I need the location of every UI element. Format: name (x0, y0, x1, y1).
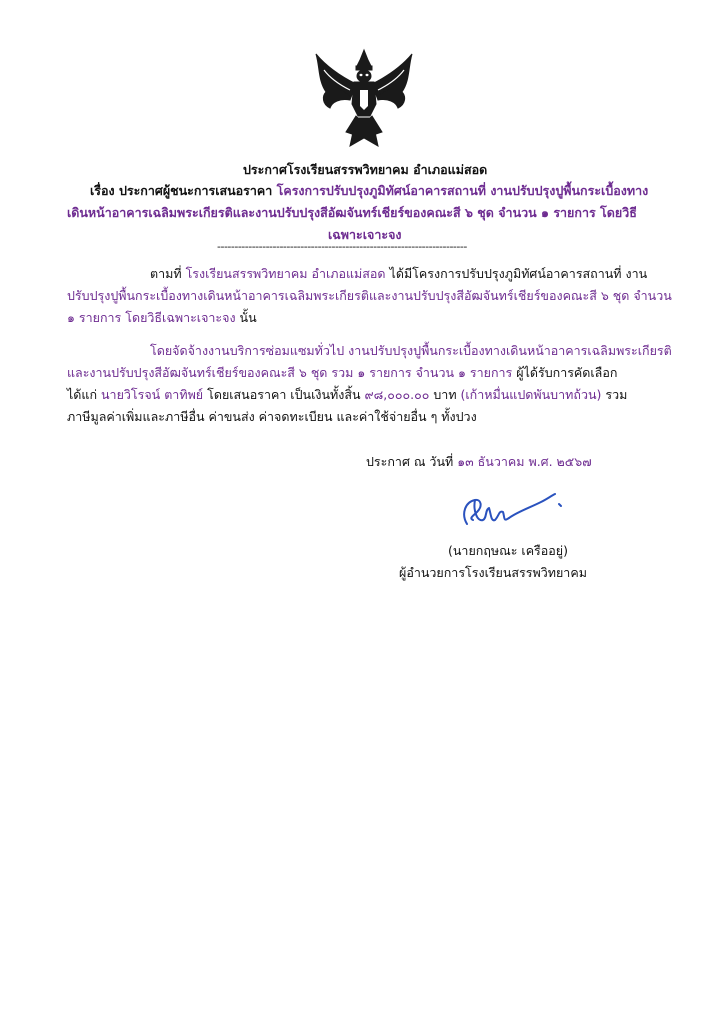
para1-end: นั้น (235, 310, 257, 325)
school-name: โรงเรียนสรรพวิทยาคม อำเภอแม่สอด (185, 266, 386, 281)
paragraph-2-line-4: ภาษีมูลค่าเพิ่มและภาษีอื่น ค่าขนส่ง ค่าจดทะเบียน และค่าใช้จ่ายอื่น ๆ ทั้งปวง (67, 409, 477, 424)
subject-line-1 (90, 181, 648, 201)
separator-line: ------------------------------------------------------------------------ (217, 240, 467, 253)
para2-selected: ผู้ได้รับการคัดเลือก (512, 365, 618, 380)
winner-name: นายวิโรจน์ ตาทิพย์ (101, 387, 204, 402)
subject-prefix: เรื่อง ประกาศผู้ชนะการเสนอราคา (90, 183, 277, 198)
para1-rest: ได้มีโครงการปรับปรุงภูมิทัศน์อาคารสถานที่ งาน (385, 266, 648, 281)
subject-line-2: เดินหน้าอาคารเฉลิมพระเกียรติและงานปรับปรุงสีอัฒจันทร์เชียร์ของคณะสี ๖ ชุด จำนวน ๑ รายการ โดยวิธี (67, 205, 637, 220)
para2-scope: และงานปรับปรุงสีอัฒจันทร์เชียร์ของคณะสี ๖ ชุด รวม ๑ รายการ จำนวน ๑ รายการ (67, 365, 513, 380)
announcement-date-line (366, 452, 592, 472)
para2-lead: ได้แก่ (67, 387, 102, 402)
signatory-position: ผู้อำนวยการโรงเรียนสรรพวิทยาคม (399, 565, 587, 580)
announcement-date: ๑๓ ธันวาคม พ.ศ. ๒๕๖๗ (457, 454, 592, 469)
para1-lead: ตามที่ (150, 266, 186, 281)
subject-project-name: โครงการปรับปรุงภูมิทัศน์อาคารสถานที่ งานปรับปรุงปูพื้นกระเบื้องทาง (276, 183, 649, 198)
subject-line-3: เฉพาะเจาะจง (328, 227, 402, 242)
para2-total: รวม (601, 387, 628, 402)
para1-method: ๑ รายการ โดยวิธีเฉพาะเจาะจง (67, 310, 236, 325)
signatory-name: (นายกฤษณะ เครืออยู่) (448, 543, 568, 558)
paragraph-2-line-2 (67, 363, 617, 383)
handwritten-signature (455, 484, 565, 540)
price-amount: ๙๘,๐๐๐.๐๐ (364, 387, 430, 402)
announcement-title: ประกาศโรงเรียนสรรพวิทยาคม อำเภอแม่สอด (243, 162, 488, 177)
paragraph-2-line-1: โดยจัดจ้างงานบริการซ่อมแซมทั่วไป งานปรับปรุงปูพื้นกระเบื้องทางเดินหน้าอาคารเฉลิมพระเกียรติ (150, 343, 672, 358)
currency-label: บาท (429, 387, 461, 402)
paragraph-1-line-3 (67, 308, 257, 328)
para2-price-lead: โดยเสนอราคา เป็นเงินทั้งสิ้น (203, 387, 365, 402)
garuda-emblem-icon (310, 46, 418, 154)
paragraph-1-line-2: ปรับปรุงปูพื้นกระเบื้องทางเดินหน้าอาคารเฉลิมพระเกียรติและงานปรับปรุงสีอัฒจันทร์เชียร์ของคณะสี ๖ ชุด จำนวน (67, 288, 672, 303)
paragraph-2-line-3 (67, 385, 627, 405)
date-prefix: ประกาศ ณ วันที่ (366, 454, 458, 469)
price-in-words: (เก้าหมื่นแปดพันบาทถ้วน) (460, 387, 602, 402)
paragraph-1-line-1 (150, 264, 647, 284)
